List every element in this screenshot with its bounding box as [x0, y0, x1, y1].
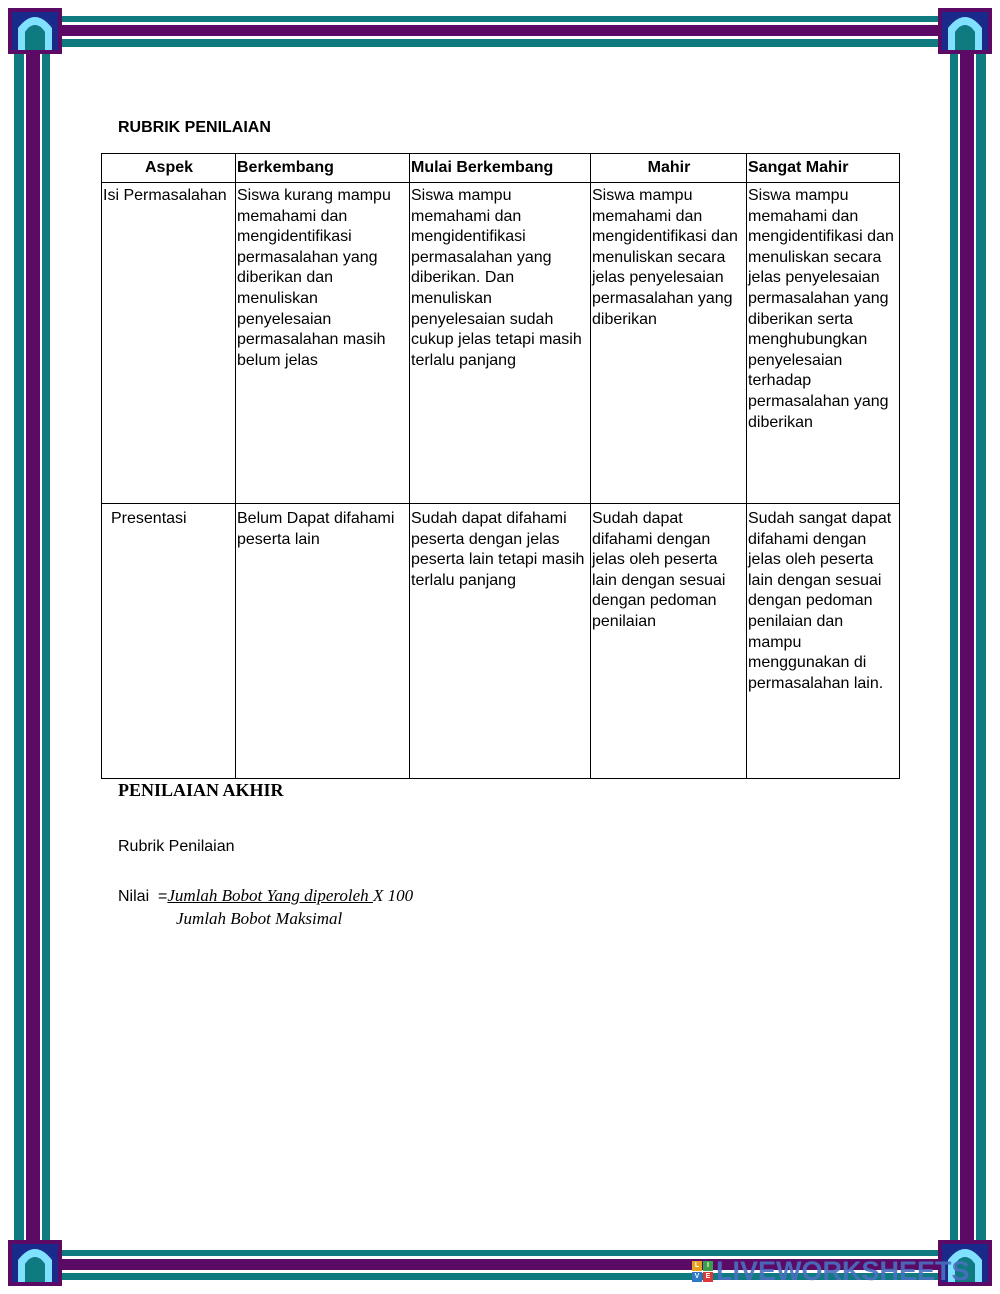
header-sangat-mahir: Sangat Mahir: [747, 154, 900, 183]
formula-numerator: Jumlah Bobot Yang diperoleh: [167, 886, 373, 905]
logo-block: V: [692, 1272, 702, 1282]
cell-mahir: Siswa mampu memahami dan mengidentifikasi dan menuliskan secara jelas penyelesaian permasalahan yang diberikan: [591, 183, 747, 504]
cell-berkembang: Belum Dapat difahami peserta lain: [236, 504, 410, 779]
header-mulai-berkembang: Mulai Berkembang: [410, 154, 591, 183]
section-title: PENILAIAN AKHIR: [118, 780, 284, 800]
liveworksheets-logo-icon: [692, 1261, 713, 1282]
formula-multiplier: X 100: [372, 886, 414, 905]
cell-mulai-berkembang: Siswa mampu memahami dan mengidentifikasi permasalahan yang diberikan. Dan menuliskan penyelesaian sudah cukup jelas tetapi masih terlalu panjang: [410, 183, 591, 504]
logo-block: I: [703, 1261, 713, 1271]
formula-label: Nilai: [118, 888, 150, 905]
cell-mulai-berkembang: Sudah dapat difahami peserta dengan jelas peserta lain tetapi masih terlalu panjang: [410, 504, 591, 779]
header-aspek: Aspek: [102, 154, 236, 183]
cell-sangat-mahir: Siswa mampu memahami dan mengidentifikasi dan menuliskan secara jelas penyelesaian permasalahan yang diberikan serta menghubungkan penyelesaian terhadap permasalahan yang diberikan: [747, 183, 900, 504]
header-berkembang: Berkembang: [236, 154, 410, 183]
rubric-table: [101, 153, 900, 779]
table-header-row: [102, 154, 900, 183]
table-row: [102, 504, 900, 779]
score-formula: [118, 886, 413, 906]
header-mahir: Mahir: [591, 154, 747, 183]
corner-ornament-top-right-icon: [938, 8, 992, 54]
cell-berkembang: Siswa kurang mampu memahami dan mengidentifikasi permasalahan yang diberikan dan menuliskan penyelesaian permasalahan masih belum jelas: [236, 183, 410, 504]
table-row: [102, 183, 900, 504]
formula-denominator: Jumlah Bobot Maksimal: [176, 909, 343, 928]
cell-mahir: Sudah dapat difahami dengan jelas oleh peserta lain dengan sesuai dengan pedoman penilaian: [591, 504, 747, 779]
cell-sangat-mahir: Sudah sangat dapat difahami dengan jelas oleh peserta lain dengan sesuai dengan pedoman penilaian dan mampu menggunakan di permasalahan lain.: [747, 504, 900, 779]
liveworksheets-watermark: [692, 1256, 970, 1287]
border-right: [946, 30, 986, 1264]
corner-ornament-bottom-left-icon: [8, 1240, 62, 1286]
logo-block: E: [703, 1272, 713, 1282]
cell-aspek: Isi Permasalahan: [102, 183, 236, 504]
corner-ornament-top-left-icon: [8, 8, 62, 54]
formula-equals: =: [158, 888, 168, 905]
page-title: RUBRIK PENILAIAN: [118, 119, 271, 136]
border-left: [14, 30, 54, 1264]
cell-aspek: Presentasi: [102, 504, 236, 779]
logo-block: L: [692, 1261, 702, 1271]
border-top: [40, 16, 960, 52]
watermark-text: LIVEWORKSHEETS: [716, 1256, 970, 1286]
section-subtitle: Rubrik Penilaian: [118, 838, 235, 855]
